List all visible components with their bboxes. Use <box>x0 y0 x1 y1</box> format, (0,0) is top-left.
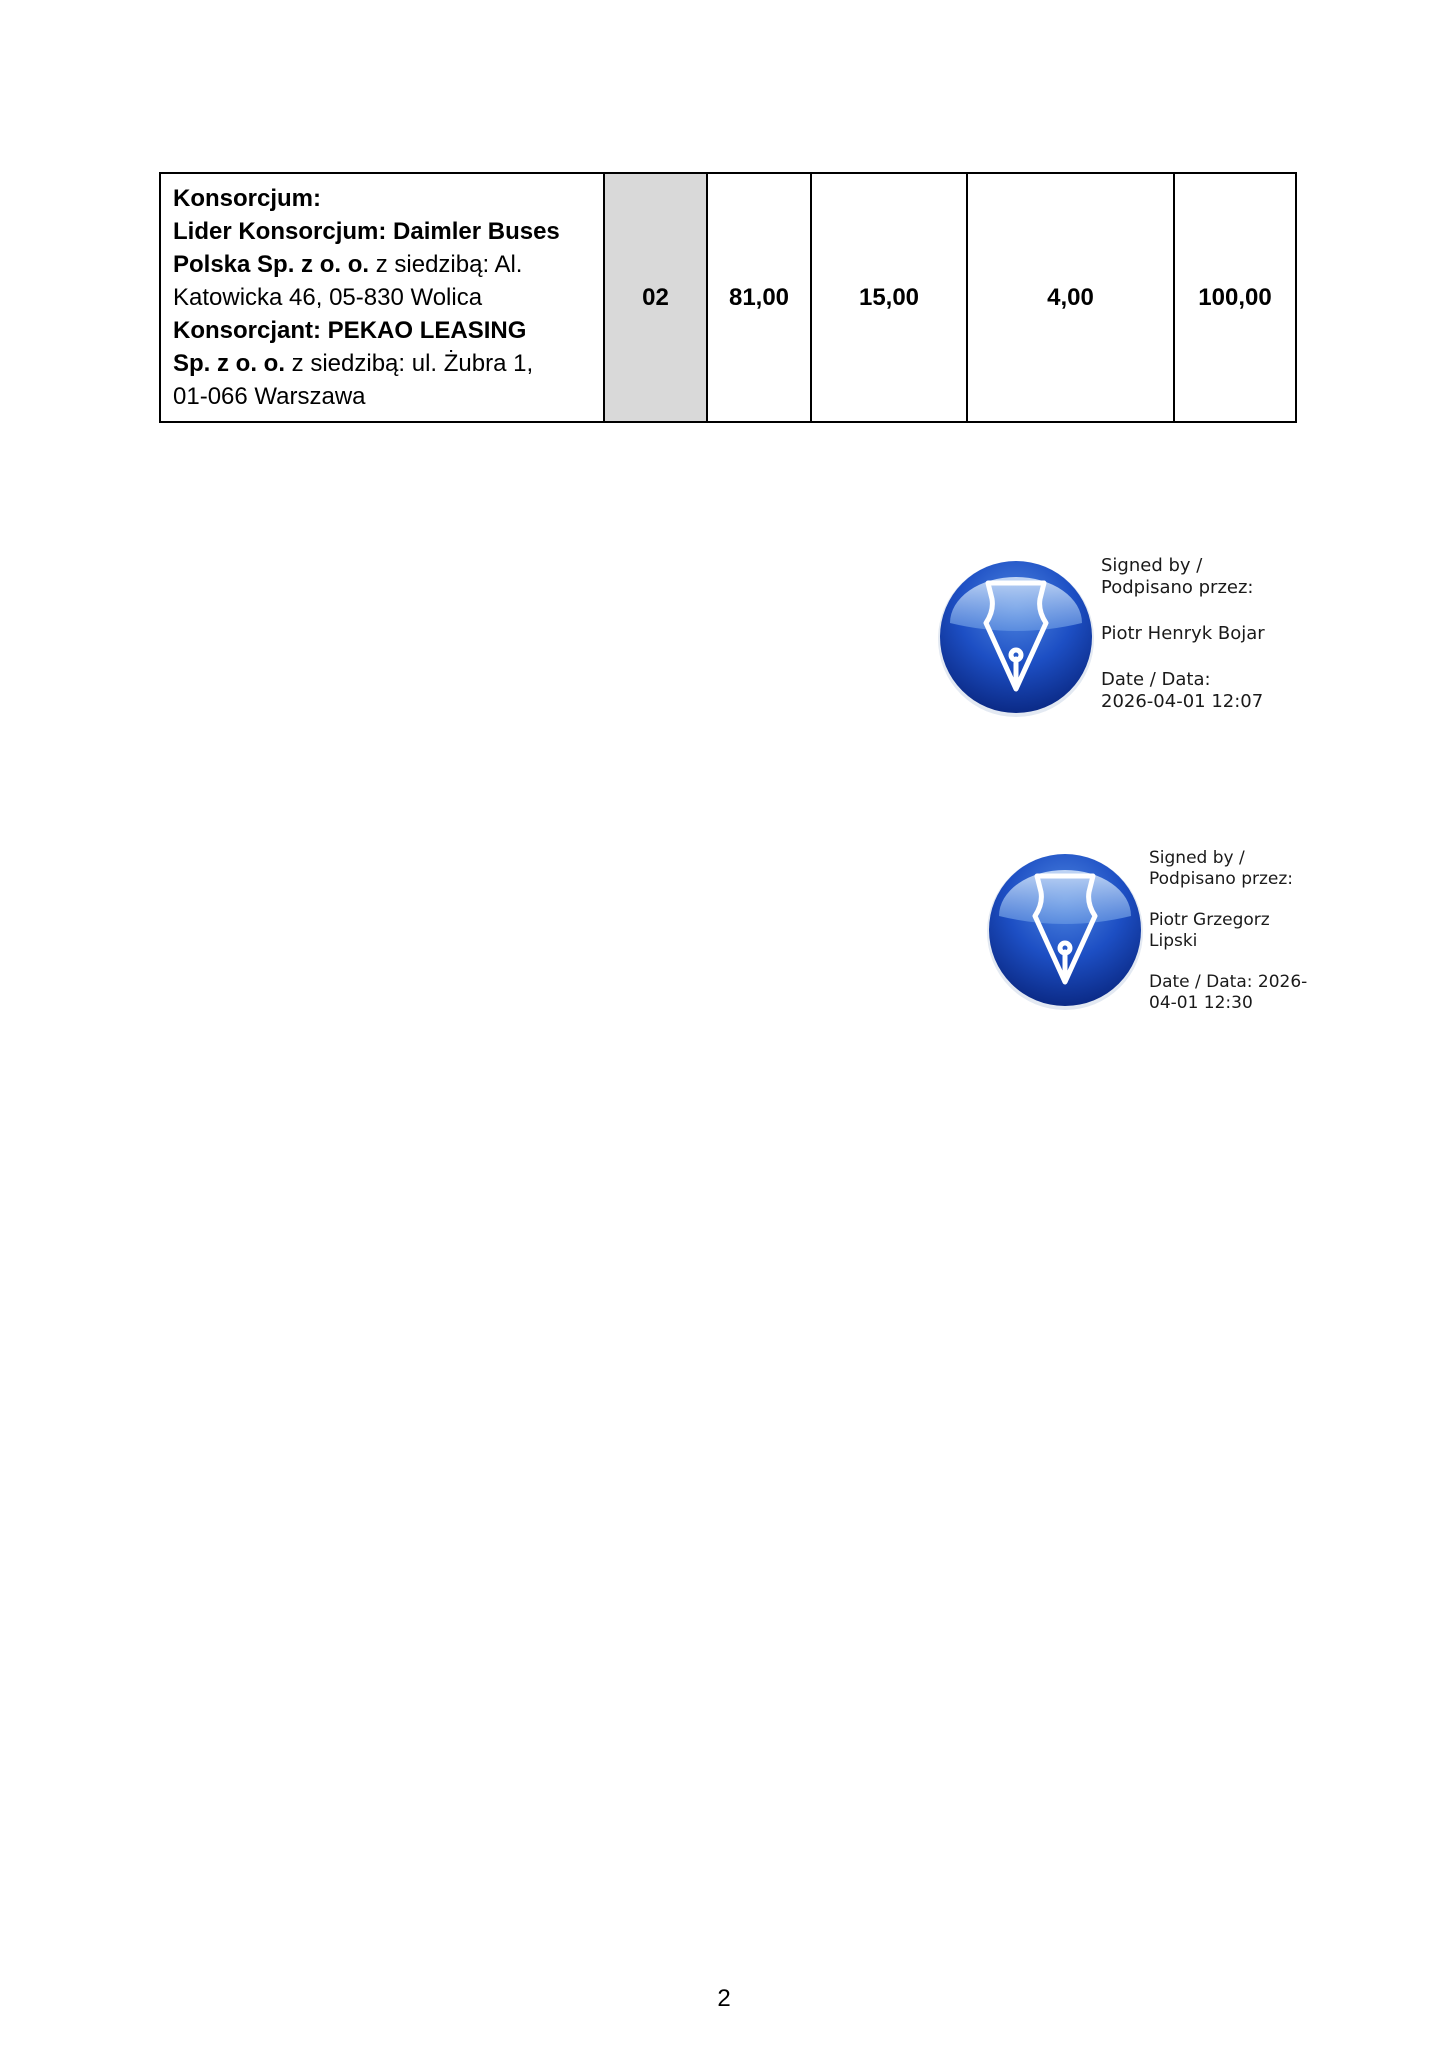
total-score-cell: 100,00 <box>1174 173 1296 422</box>
score-cell: 4,00 <box>967 173 1174 422</box>
offers-results-table <box>159 172 1297 423</box>
signed-by-label: Signed by / <box>1101 555 1203 576</box>
signature-date: Date / Data: 2026- <box>1149 972 1308 992</box>
bidder-line <box>173 248 591 281</box>
page-number: 2 <box>717 1985 731 2012</box>
signature-date-label: Date / Data: <box>1101 669 1211 690</box>
score-cell: 15,00 <box>811 173 967 422</box>
bidder-name-cell <box>160 173 604 422</box>
signature-date: 04-01 12:30 <box>1149 993 1253 1013</box>
signed-by-label: Signed by / <box>1149 848 1245 868</box>
bidder-line: Lider Konsorcjum: Daimler Buses <box>173 218 560 245</box>
signer-name: Piotr Grzegorz <box>1149 910 1270 930</box>
signer-name: Lipski <box>1149 931 1198 951</box>
fountain-pen-nib-icon <box>936 553 1096 719</box>
signature-text <box>1149 848 1309 1014</box>
bidder-line: Konsorcjum: <box>173 185 322 212</box>
electronic-signature-1 <box>936 553 1296 721</box>
signed-by-label: Podpisano przez: <box>1101 577 1254 598</box>
signature-date: 2026-04-01 12:07 <box>1101 691 1264 712</box>
bidder-company-form: Sp. z o. o. <box>173 350 285 377</box>
signature-text <box>1101 555 1301 713</box>
signer-name: Piotr Henryk Bojar <box>1101 623 1265 644</box>
bidder-line: Konsorcjant: PEKAO LEASING <box>173 317 527 344</box>
signed-by-label: Podpisano przez: <box>1149 869 1294 889</box>
fountain-pen-nib-icon <box>985 846 1145 1012</box>
bidder-company-form: Polska Sp. z o. o. <box>173 251 370 278</box>
bidder-address-part: z siedzibą: Al. <box>369 251 523 278</box>
bidder-line <box>173 347 591 380</box>
bidder-line: Katowicka 46, 05-830 Wolica <box>173 284 483 311</box>
table-row <box>160 173 1296 422</box>
score-cell: 81,00 <box>707 173 811 422</box>
offer-number-cell: 02 <box>604 173 707 422</box>
electronic-signature-2 <box>985 846 1308 1014</box>
bidder-address-part: z siedzibą: ul. Żubra 1, <box>285 350 534 377</box>
bidder-line: 01-066 Warszawa <box>173 383 366 410</box>
